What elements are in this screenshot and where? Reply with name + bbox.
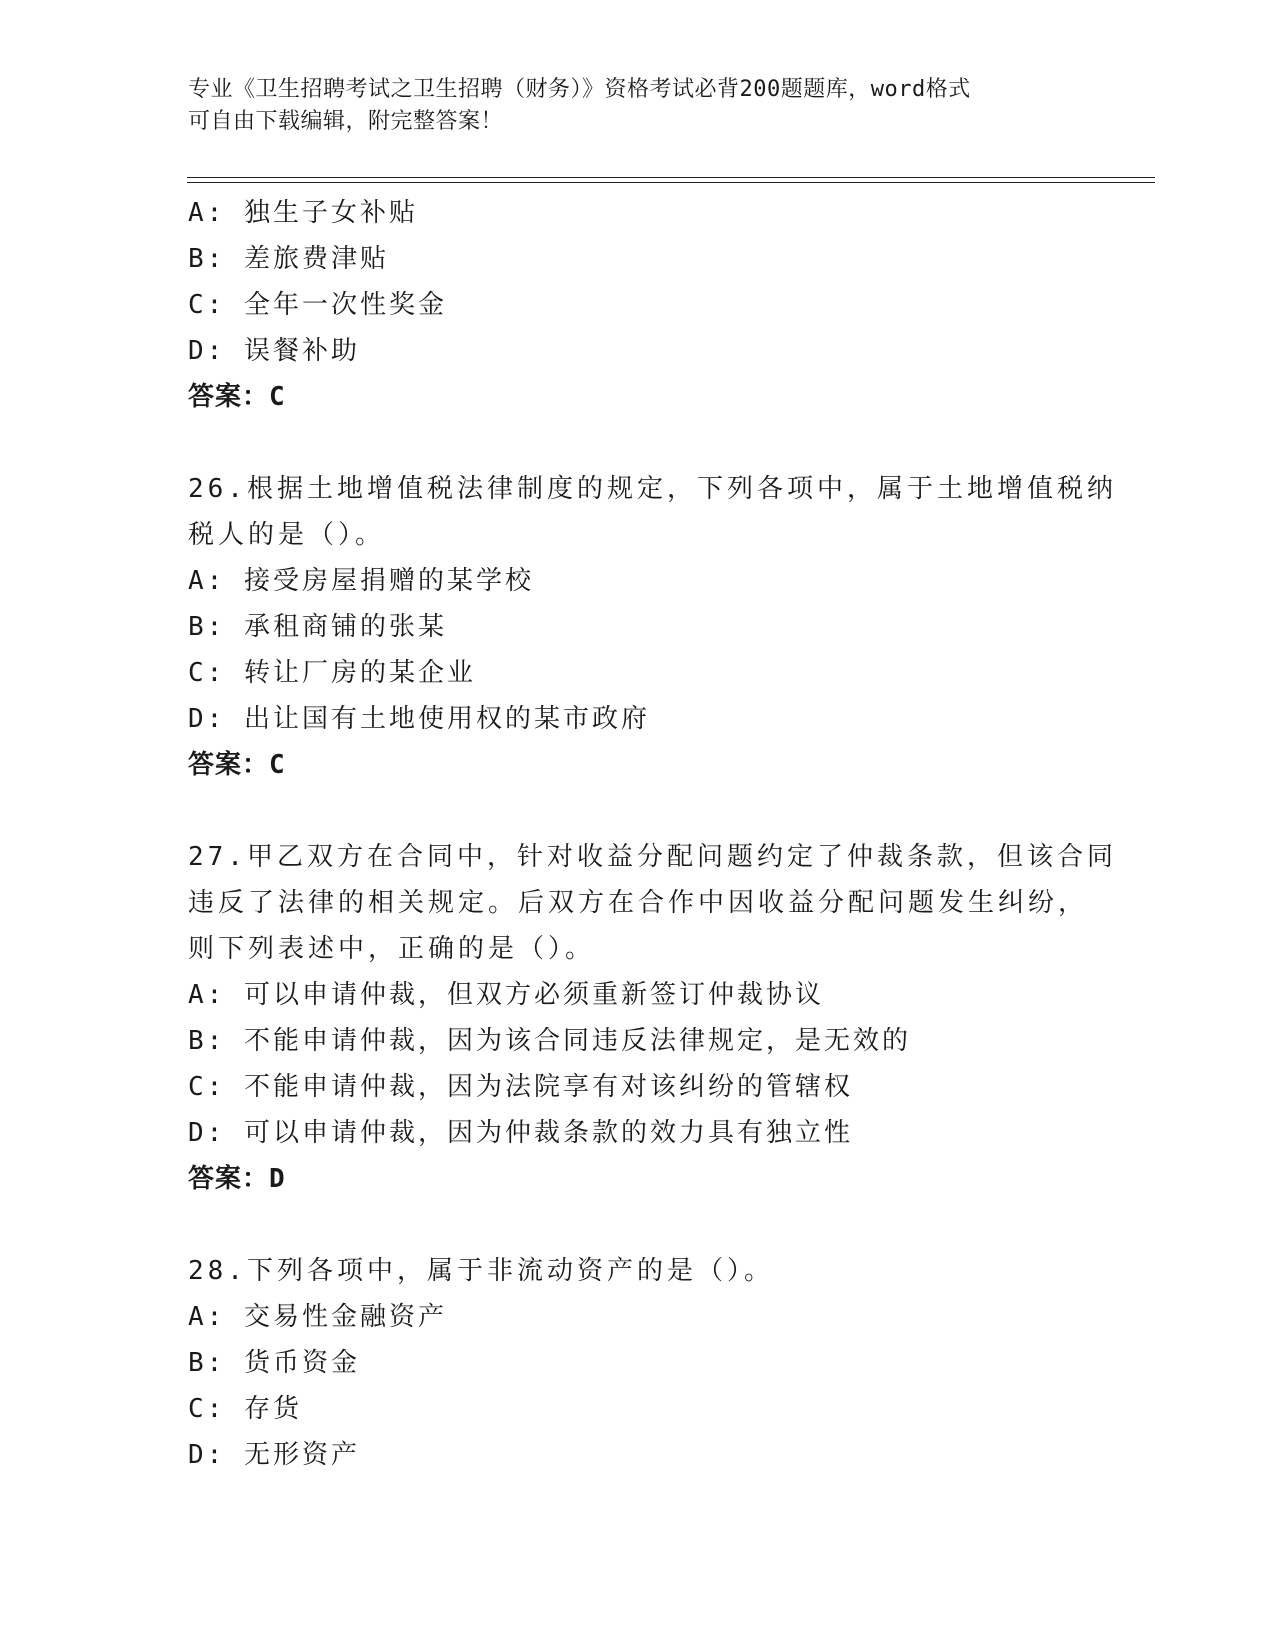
answer-label: 答案：D [188,1164,286,1194]
option-d: D: 无形资产 [188,1440,360,1470]
option-b: B: 承租商铺的张某 [188,612,447,642]
option-c: C: 转让厂房的某企业 [188,658,476,688]
question-stem: 26.根据土地增值税法律制度的规定，下列各项中，属于土地增值税纳 [188,474,1117,504]
question-25 [188,190,1088,420]
question-list [188,190,1117,1478]
spacer [188,420,1088,466]
question-28 [188,1248,1088,1478]
question-stem: 28.下列各项中，属于非流动资产的是（）。 [188,1256,774,1286]
answer-label: 答案：C [188,750,286,780]
option-d: D: 可以申请仲裁，因为仲裁条款的效力具有独立性 [188,1118,853,1148]
question-27 [188,834,1117,1202]
question-stem: 27.甲乙双方在合同中，针对收益分配问题约定了仲裁条款，但该合同 [188,842,1117,872]
spacer [188,788,1088,834]
option-a: A: 接受房屋捐赠的某学校 [188,566,534,596]
header-title-line-2: 可自由下载编辑，附完整答案！ [188,109,504,134]
question-stem: 税人的是（）。 [188,520,386,550]
option-d: D: 出让国有土地使用权的某市政府 [188,704,650,734]
header-title-line-1: 专业《卫生招聘考试之卫生招聘（财务）》资格考试必背200题题库，word格式 [188,77,971,102]
option-a: A: 交易性金融资产 [188,1302,447,1332]
option-b: B: 货币资金 [188,1348,360,1378]
answer-label: 答案：C [188,382,286,412]
question-26 [188,466,1117,788]
header-divider-bottom [187,182,1155,183]
option-b: B: 不能申请仲裁，因为该合同违反法律规定，是无效的 [188,1026,911,1056]
option-d: D: 误餐补助 [188,336,360,366]
option-b: B: 差旅费津贴 [188,244,389,274]
question-stem: 违反了法律的相关规定。后双方在合作中因收益分配问题发生纠纷， [188,888,1089,918]
document-header [188,74,1088,138]
option-a: A: 可以申请仲裁，但双方必须重新签订仲裁协议 [188,980,824,1010]
question-stem: 则下列表述中，正确的是（）。 [188,934,596,964]
option-c: C: 不能申请仲裁，因为法院享有对该纠纷的管辖权 [188,1072,853,1102]
header-divider-top [187,177,1155,178]
option-c: C: 存货 [188,1394,302,1424]
option-c: C: 全年一次性奖金 [188,290,447,320]
spacer [188,1202,1088,1248]
option-a: A: 独生子女补贴 [188,198,418,228]
